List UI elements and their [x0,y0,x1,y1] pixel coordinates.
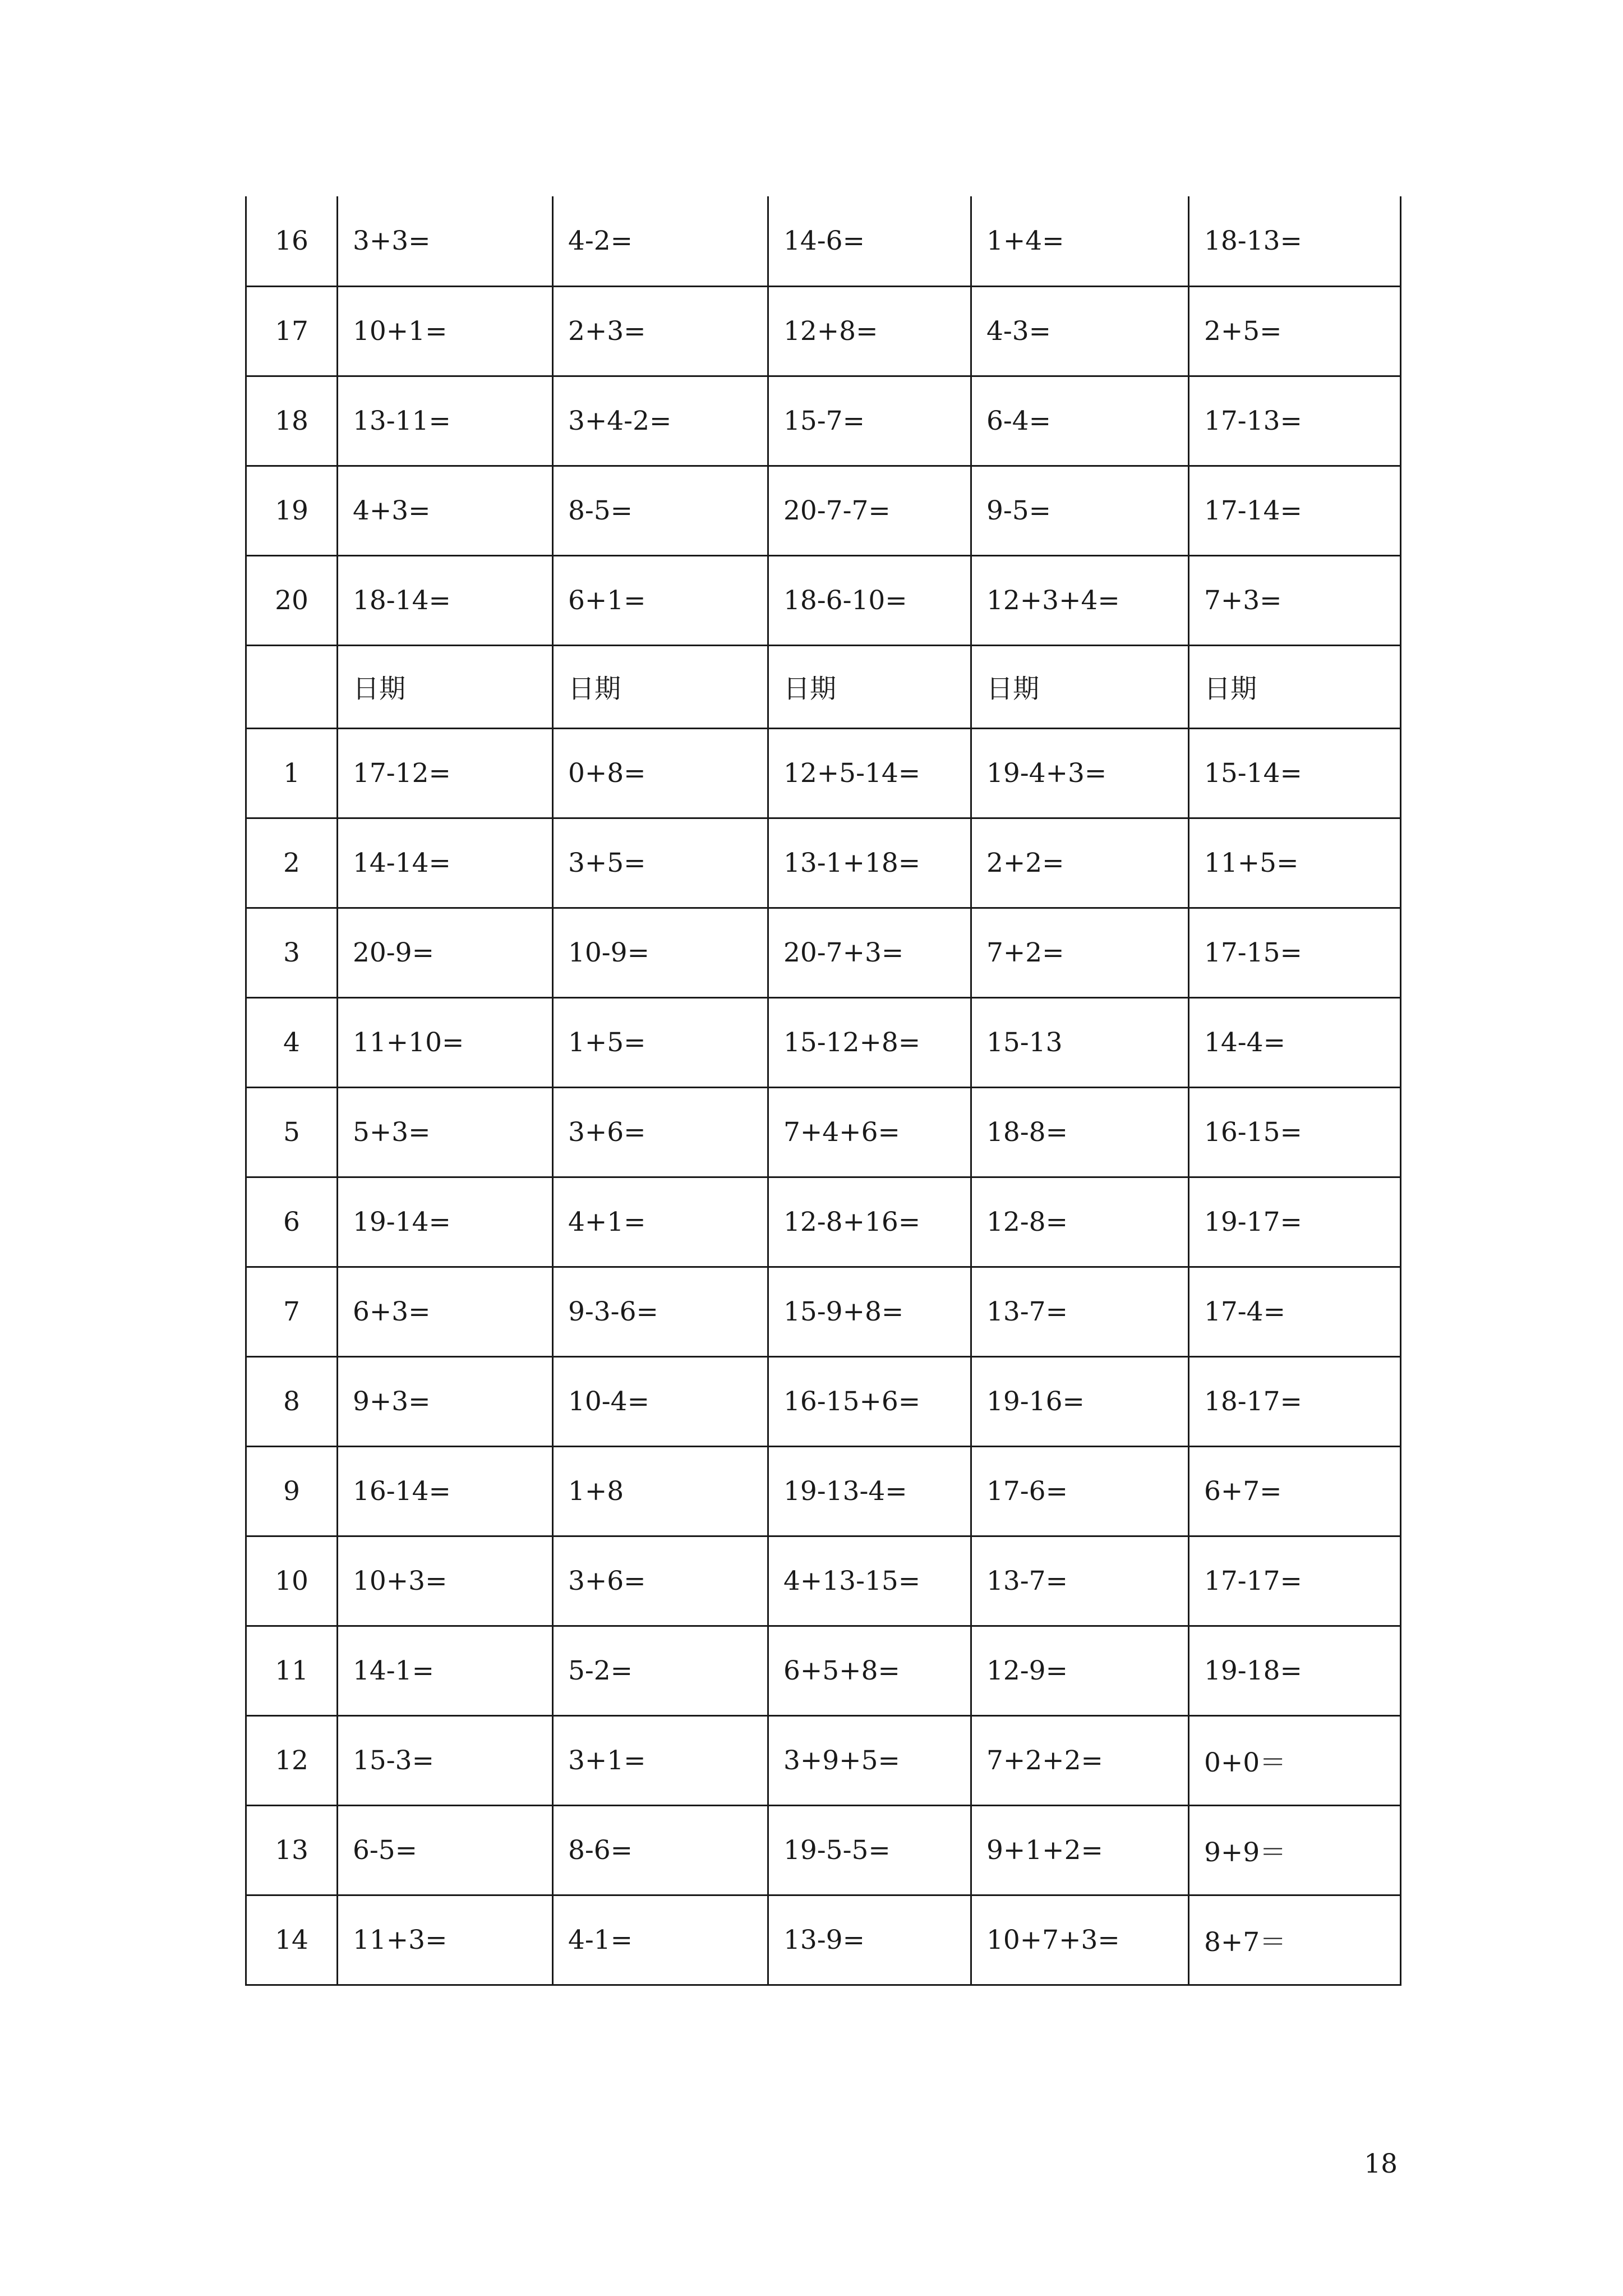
problem-cell: 9+9＝ [1189,1805,1401,1895]
problem-cell: 18-17= [1189,1356,1401,1446]
problem-cell: 15-7= [768,376,971,466]
problem-cell: 12+5-14= [768,728,971,818]
problem-row [246,466,1401,555]
row-number: 1 [246,728,338,818]
problem-cell: 2+5= [1189,286,1401,376]
problem-cell: 3+1= [553,1715,768,1805]
problem-cell: 6+3= [338,1267,553,1356]
row-number: 8 [246,1356,338,1446]
problem-row [246,1895,1401,1985]
problem-cell: 20-7+3= [768,908,971,997]
page-number: 18 [1364,2148,1398,2179]
row-number: 20 [246,555,338,645]
problem-cell: 4+13-15= [768,1536,971,1626]
problem-cell: 7+2= [971,908,1189,997]
problem-cell: 17-15= [1189,908,1401,997]
problem-cell: 19-16= [971,1356,1189,1446]
problem-cell: 17-12= [338,728,553,818]
problem-row [246,997,1401,1087]
problem-cell: 17-17= [1189,1536,1401,1626]
row-number: 12 [246,1715,338,1805]
problem-cell: 13-11= [338,376,553,466]
problem-cell: 19-14= [338,1177,553,1267]
row-number: 3 [246,908,338,997]
row-number: 19 [246,466,338,555]
row-number: 14 [246,1895,338,1985]
problem-cell: 18-8= [971,1087,1189,1177]
problem-cell: 18-14= [338,555,553,645]
problem-row [246,1626,1401,1715]
problem-row [246,196,1401,286]
problem-cell: 20-9= [338,908,553,997]
problem-cell: 6-5= [338,1805,553,1895]
problem-cell: 19-17= [1189,1177,1401,1267]
problem-cell: 10+3= [338,1536,553,1626]
problem-cell: 3+6= [553,1087,768,1177]
problem-cell: 12-8= [971,1177,1189,1267]
problem-cell: 17-6= [971,1446,1189,1536]
problem-cell: 19-5-5= [768,1805,971,1895]
problem-row [246,1446,1401,1536]
problem-cell: 12+8= [768,286,971,376]
problem-cell: 14-1= [338,1626,553,1715]
problem-row [246,1356,1401,1446]
problem-cell: 15-14= [1189,728,1401,818]
problem-cell: 11+3= [338,1895,553,1985]
problem-cell: 16-15+6= [768,1356,971,1446]
problem-cell: 6+7= [1189,1446,1401,1536]
problem-row [246,555,1401,645]
problem-cell: 4-3= [971,286,1189,376]
problem-cell: 3+4-2= [553,376,768,466]
problem-cell: 9-5= [971,466,1189,555]
row-number: 5 [246,1087,338,1177]
problem-cell: 9+1+2= [971,1805,1189,1895]
row-number: 11 [246,1626,338,1715]
problem-cell: 10-9= [553,908,768,997]
problem-cell: 1+8 [553,1446,768,1536]
problem-cell: 8-6= [553,1805,768,1895]
date-label: 日期 [553,645,768,728]
problem-cell: 6+1= [553,555,768,645]
problem-cell: 4+1= [553,1177,768,1267]
date-row [246,645,1401,728]
problem-row [246,1715,1401,1805]
problem-cell: 2+2= [971,818,1189,908]
problem-cell: 0+8= [553,728,768,818]
problem-row [246,286,1401,376]
problem-row [246,818,1401,908]
date-label: 日期 [338,645,553,728]
problem-cell: 13-1+18= [768,818,971,908]
row-number: 13 [246,1805,338,1895]
problem-cell: 17-14= [1189,466,1401,555]
problem-cell: 11+10= [338,997,553,1087]
problem-cell: 10-4= [553,1356,768,1446]
row-number [246,645,338,728]
arithmetic-worksheet-table [245,196,1401,1986]
problem-cell: 6+5+8= [768,1626,971,1715]
problem-cell: 13-7= [971,1536,1189,1626]
problem-cell: 3+9+5= [768,1715,971,1805]
problem-cell: 17-13= [1189,376,1401,466]
problem-cell: 1+4= [971,196,1189,286]
problem-cell: 12-9= [971,1626,1189,1715]
problem-row [246,1267,1401,1356]
problem-cell: 4-1= [553,1895,768,1985]
row-number: 18 [246,376,338,466]
problem-cell: 0+0＝ [1189,1715,1401,1805]
problem-cell: 7+2+2= [971,1715,1189,1805]
problem-cell: 7+3= [1189,555,1401,645]
problem-cell: 12-8+16= [768,1177,971,1267]
problem-cell: 9-3-6= [553,1267,768,1356]
problem-cell: 14-4= [1189,997,1401,1087]
date-label: 日期 [1189,645,1401,728]
date-label: 日期 [971,645,1189,728]
problem-cell: 19-13-4= [768,1446,971,1536]
row-number: 6 [246,1177,338,1267]
problem-row [246,1805,1401,1895]
problem-cell: 11+5= [1189,818,1401,908]
problem-cell: 15-3= [338,1715,553,1805]
row-number: 16 [246,196,338,286]
problem-cell: 18-6-10= [768,555,971,645]
problem-cell: 20-7-7= [768,466,971,555]
problem-cell: 15-13 [971,997,1189,1087]
problem-cell: 5-2= [553,1626,768,1715]
problem-row [246,376,1401,466]
problem-cell: 19-18= [1189,1626,1401,1715]
problem-cell: 16-14= [338,1446,553,1536]
problem-cell: 9+3= [338,1356,553,1446]
problem-cell: 10+7+3= [971,1895,1189,1985]
problem-cell: 15-12+8= [768,997,971,1087]
problem-cell: 3+5= [553,818,768,908]
problem-cell: 8+7＝ [1189,1895,1401,1985]
problem-cell: 13-7= [971,1267,1189,1356]
problem-cell: 15-9+8= [768,1267,971,1356]
problem-cell: 3+3= [338,196,553,286]
row-number: 9 [246,1446,338,1536]
problem-cell: 6-4= [971,376,1189,466]
problem-cell: 8-5= [553,466,768,555]
problem-row [246,728,1401,818]
date-label: 日期 [768,645,971,728]
problem-cell: 3+6= [553,1536,768,1626]
row-number: 7 [246,1267,338,1356]
problem-cell: 2+3= [553,286,768,376]
problem-row [246,908,1401,997]
row-number: 4 [246,997,338,1087]
problem-cell: 12+3+4= [971,555,1189,645]
problem-cell: 14-6= [768,196,971,286]
problem-row [246,1536,1401,1626]
problem-cell: 17-4= [1189,1267,1401,1356]
problem-cell: 4-2= [553,196,768,286]
problem-row [246,1177,1401,1267]
problem-cell: 14-14= [338,818,553,908]
problem-cell: 7+4+6= [768,1087,971,1177]
row-number: 2 [246,818,338,908]
row-number: 17 [246,286,338,376]
problem-cell: 13-9= [768,1895,971,1985]
problem-cell: 5+3= [338,1087,553,1177]
problem-row [246,1087,1401,1177]
problem-cell: 10+1= [338,286,553,376]
problem-cell: 16-15= [1189,1087,1401,1177]
problem-cell: 4+3= [338,466,553,555]
problem-cell: 18-13= [1189,196,1401,286]
row-number: 10 [246,1536,338,1626]
problem-cell: 19-4+3= [971,728,1189,818]
problem-cell: 1+5= [553,997,768,1087]
